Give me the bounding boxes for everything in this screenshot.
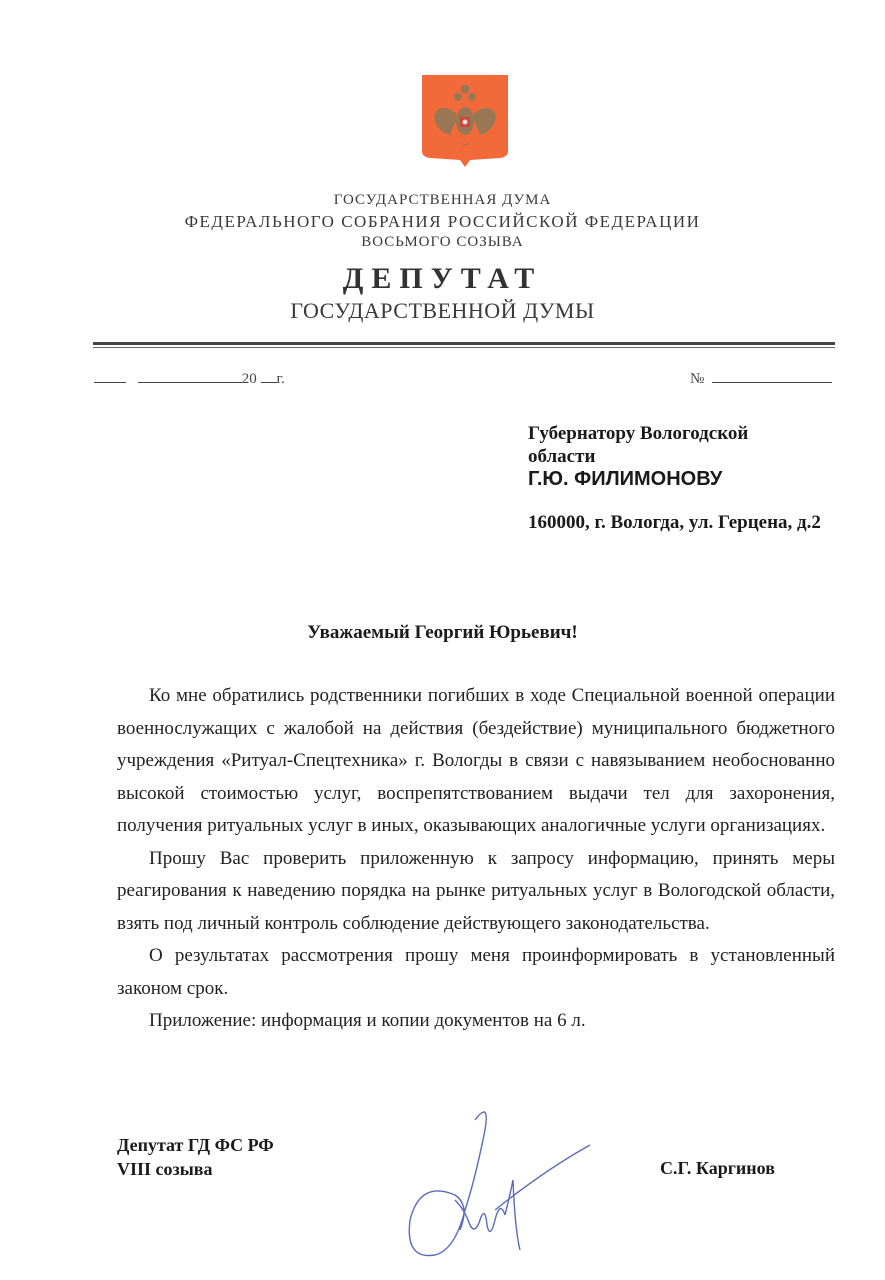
- body-paragraph: Прошу Вас проверить приложенную к запросу информацию, принять меры реагирования к наведению порядка на рынке ритуальных услуг в Вологодской области, взять под личный контроль соблюдение действующего законодательства.: [117, 847, 835, 934]
- body-paragraph: Ко мне обратились родственники погибших в ходе Специальной военной операции военнослужащих с жалобой на действия (бездействие) муниципального бюджетного учреждения «Ритуал-Спецтехника» г. Вологды в связи с навязыванием необоснованно высокой стоимостью услуг, воспрепятствованием выдачи тел для захоронения, получения ритуальных услуг в иных, оказывающих аналогичные услуги организациях.: [117, 685, 835, 836]
- header-divider-thin: [93, 347, 835, 348]
- year-blank: [261, 368, 277, 383]
- signer-position: [117, 1133, 274, 1181]
- letterhead-subtitle: ГОСУДАРСТВЕННОЙ ДУМЫ: [290, 298, 595, 323]
- month-blank: [138, 368, 242, 383]
- signer-position-line1: Депутат ГД ФС РФ: [117, 1135, 274, 1155]
- day-blank: [94, 368, 126, 383]
- letterhead-line-state-duma: ГОСУДАРСТВЕННАЯ ДУМА: [333, 192, 552, 208]
- year-suffix: г.: [276, 371, 285, 387]
- greeting: Уважаемый Георгий Юрьевич!: [307, 622, 578, 643]
- year-prefix: 20: [241, 371, 257, 387]
- header-divider-thick: [93, 342, 835, 345]
- signer-name: С.Г. Каргинов: [660, 1158, 775, 1178]
- number-blank: [712, 368, 832, 383]
- attachment-note: Приложение: информация и копии документов на 6 л.: [149, 1010, 586, 1031]
- signer-position-line2: VIII созыва: [117, 1159, 213, 1179]
- letterhead-title: ДЕПУТАТ: [342, 262, 543, 295]
- recipient-name: Г.Ю. ФИЛИМОНОВУ: [528, 468, 723, 490]
- russian-coat-of-arms-icon: [420, 73, 510, 168]
- letterhead-line-federal-assembly: ФЕДЕРАЛЬНОГО СОБРАНИЯ РОССИЙСКОЙ ФЕДЕРАЦИИ: [184, 212, 701, 231]
- date-field: [94, 368, 285, 388]
- handwritten-signature-icon: [395, 1100, 605, 1265]
- recipient-block: [528, 422, 838, 534]
- recipient-title-line1: Губернатору Вологодской: [528, 423, 749, 444]
- recipient-title-line2: области: [528, 446, 596, 467]
- body-paragraph: О результатах рассмотрения прошу меня проинформировать в установленный законом срок.: [117, 945, 835, 999]
- letterhead-line-convocation: ВОСЬМОГО СОЗЫВА: [361, 234, 524, 250]
- number-label: №: [690, 371, 705, 387]
- recipient-address: 160000, г. Вологда, ул. Герцена, д.2: [528, 512, 821, 533]
- letter-body: [117, 680, 835, 1038]
- number-field: [690, 368, 832, 388]
